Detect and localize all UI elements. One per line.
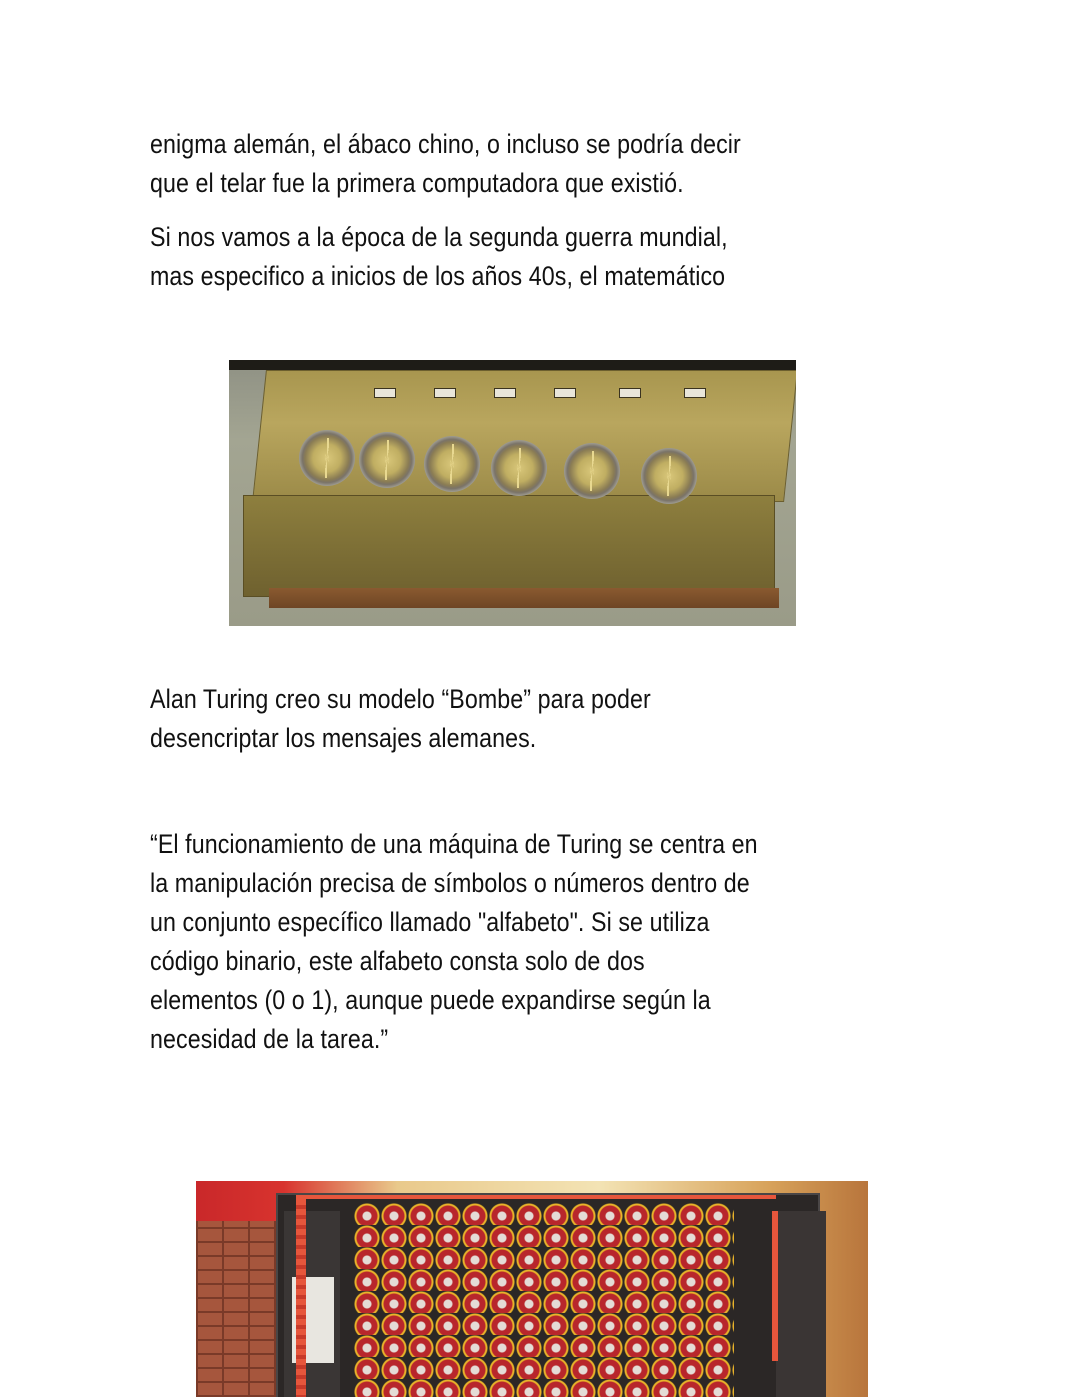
dial-wheel: [641, 448, 697, 504]
brick-wall: [196, 1221, 276, 1397]
display-window: [619, 388, 641, 398]
display-window: [554, 388, 576, 398]
text-line: necesidad de la tarea.”: [150, 1024, 389, 1054]
display-window: [434, 388, 456, 398]
text-line: la manipulación precisa de símbolos o números dentro de: [150, 868, 750, 898]
display-window: [374, 388, 396, 398]
text-line: Si nos vamos a la época de la segunda guerra mundial,: [150, 222, 728, 252]
pascaline-wooden-base: [269, 588, 779, 608]
display-window: [494, 388, 516, 398]
pascaline-photo: [229, 360, 796, 626]
pascaline-front-panel: [243, 495, 775, 597]
dial-wheel: [491, 440, 547, 496]
display-window: [684, 388, 706, 398]
bombe-right-panel: [776, 1211, 826, 1397]
photo-background-bar: [229, 360, 796, 370]
text-line: desencriptar los mensajes alemanes.: [150, 723, 537, 753]
text-line: Alan Turing creo su modelo “Bombe” para poder: [150, 684, 651, 714]
dial-wheel: [359, 432, 415, 488]
text-line: mas especifico a inicios de los años 40s, el matemático: [150, 261, 726, 291]
cable-bundle: [772, 1211, 778, 1361]
bombe-photo: [196, 1181, 868, 1397]
text-line: que el telar fue la primera computadora que existió.: [150, 168, 684, 198]
cable-bundle: [296, 1195, 776, 1199]
bombe-drum-array: [354, 1203, 734, 1397]
dial-wheel: [564, 443, 620, 499]
cable-bundle: [296, 1199, 306, 1397]
text-line: código binario, este alfabeto consta solo de dos: [150, 946, 645, 976]
text-line: enigma alemán, el ábaco chino, o incluso se podría decir: [150, 129, 741, 159]
text-line: elementos (0 o 1), aunque puede expandirse según la: [150, 985, 711, 1015]
text-line: un conjunto específico llamado "alfabeto". Si se utiliza: [150, 907, 710, 937]
dial-wheel: [299, 430, 355, 486]
dial-wheel: [424, 436, 480, 492]
text-line: “El funcionamiento de una máquina de Turing se centra en: [150, 829, 758, 859]
